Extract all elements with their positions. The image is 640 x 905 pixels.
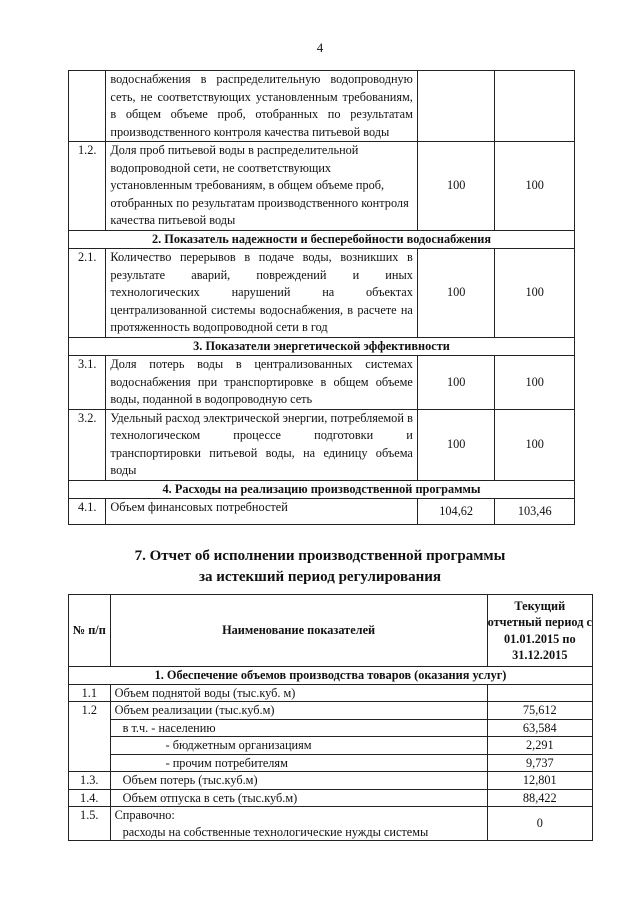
row-name-line-2: расходы на собственные технологические нужды системы <box>122 824 429 839</box>
heading-line-2: за истекший период регулирования <box>198 569 442 585</box>
row-name: Объем отпуска в сеть (тыс.куб.м) <box>110 789 487 807</box>
report-table <box>68 594 593 841</box>
row-name: в т.ч. - населению <box>110 719 487 737</box>
row-value-1: 100 <box>417 249 495 338</box>
section-title: 4. Расходы на реализацию производственной программы <box>69 480 575 499</box>
header-name: Наименование показателей <box>110 595 487 667</box>
row-value-2: 103,46 <box>495 499 575 525</box>
row-value: 63,584 <box>487 719 592 737</box>
table-row <box>69 772 593 790</box>
row-name: Доля проб питьевой воды в распределительной водопроводной сети, не соответствующих установленным требованиям, в общем объеме проб, отобранных по результатам производственного контроля качества питьевой воды <box>106 142 417 231</box>
section-header-row <box>69 230 575 249</box>
row-number: 1.2 <box>69 702 111 772</box>
row-value: 2,291 <box>487 737 592 755</box>
row-value-1: 100 <box>417 356 495 410</box>
table-row <box>69 737 593 755</box>
section-title: 2. Показатель надежности и бесперебойности водоснабжения <box>69 230 575 249</box>
row-value: 0 <box>487 807 592 841</box>
row-name <box>110 807 487 841</box>
row-name: Объем реализации (тыс.куб.м) <box>110 702 487 720</box>
row-number: 1.2. <box>69 142 106 231</box>
page-number: 4 <box>316 40 324 55</box>
section-header-row <box>69 480 575 499</box>
section-7-heading <box>0 546 640 588</box>
row-value <box>487 684 592 702</box>
row-name: Удельный расход электрической энергии, потребляемой в технологическом процессе подготовки и транспортировки питьевой воды, на единицу объема воды <box>106 409 417 480</box>
row-number: 1.5. <box>69 807 111 841</box>
row-number: 2.1. <box>69 249 106 338</box>
row-value-2: 100 <box>495 409 575 480</box>
row-name: Объем финансовых потребностей <box>106 499 417 525</box>
table-row <box>69 249 575 338</box>
header-period: Текущий отчетный период с 01.01.2015 по 31.12.2015 <box>487 595 592 667</box>
row-name: Доля потерь воды в централизованных системах водоснабжения при транспортировке в общем объеме воды, поданной в водопроводную сеть <box>106 356 417 410</box>
header-num: № п/п <box>69 595 111 667</box>
section-header-row <box>69 337 575 356</box>
row-number: 3.2. <box>69 409 106 480</box>
row-number: 4.1. <box>69 499 106 525</box>
heading-line-1: 7. Отчет об исполнении производственной программы <box>134 548 506 564</box>
row-number: 1.3. <box>69 772 111 790</box>
row-name: Объем потерь (тыс.куб.м) <box>110 772 487 790</box>
section-title: 3. Показатели энергетической эффективности <box>69 337 575 356</box>
row-name-line-1: Справочно: <box>114 808 175 822</box>
row-name: водоснабжения в распределительную водопроводную сеть, не соответствующих установленным требованиям, в общем объеме проб, отобранных по результатам производственного контроля качества питьевой воды <box>106 71 417 142</box>
row-name: Объем поднятой воды (тыс.куб. м) <box>110 684 487 702</box>
table-row <box>69 356 575 410</box>
row-value: 88,422 <box>487 789 592 807</box>
table-row <box>69 499 575 525</box>
row-name: - бюджетным организациям <box>110 737 487 755</box>
row-value-2: 100 <box>495 142 575 231</box>
row-number <box>69 71 106 142</box>
indicators-table <box>68 70 575 525</box>
table-row <box>69 409 575 480</box>
row-value-1 <box>417 71 495 142</box>
row-value: 12,801 <box>487 772 592 790</box>
row-name: Количество перерывов в подаче воды, возникших в результате аварий, повреждений и иных технологических нарушений на объектах централизованной системы водоснабжения, в расчете на протяженность водопроводной сети в год <box>106 249 417 338</box>
table-row <box>69 702 593 720</box>
row-value-2: 100 <box>495 356 575 410</box>
row-value-2 <box>495 71 575 142</box>
row-number: 3.1. <box>69 356 106 410</box>
table-row <box>69 684 593 702</box>
row-value-1: 104,62 <box>417 499 495 525</box>
row-number: 1.4. <box>69 789 111 807</box>
row-value-1: 100 <box>417 142 495 231</box>
table-row <box>69 142 575 231</box>
row-value-2: 100 <box>495 249 575 338</box>
section-title: 1. Обеспечение объемов производства товаров (оказания услуг) <box>69 667 593 685</box>
table-row <box>69 71 575 142</box>
row-value: 75,612 <box>487 702 592 720</box>
header-row <box>69 595 593 667</box>
table-row <box>69 807 593 841</box>
table-row <box>69 754 593 772</box>
section-header-row <box>69 667 593 685</box>
table-row <box>69 789 593 807</box>
row-value-1: 100 <box>417 409 495 480</box>
table-row <box>69 719 593 737</box>
row-number: 1.1 <box>69 684 111 702</box>
row-name: - прочим потребителям <box>110 754 487 772</box>
row-value: 9,737 <box>487 754 592 772</box>
